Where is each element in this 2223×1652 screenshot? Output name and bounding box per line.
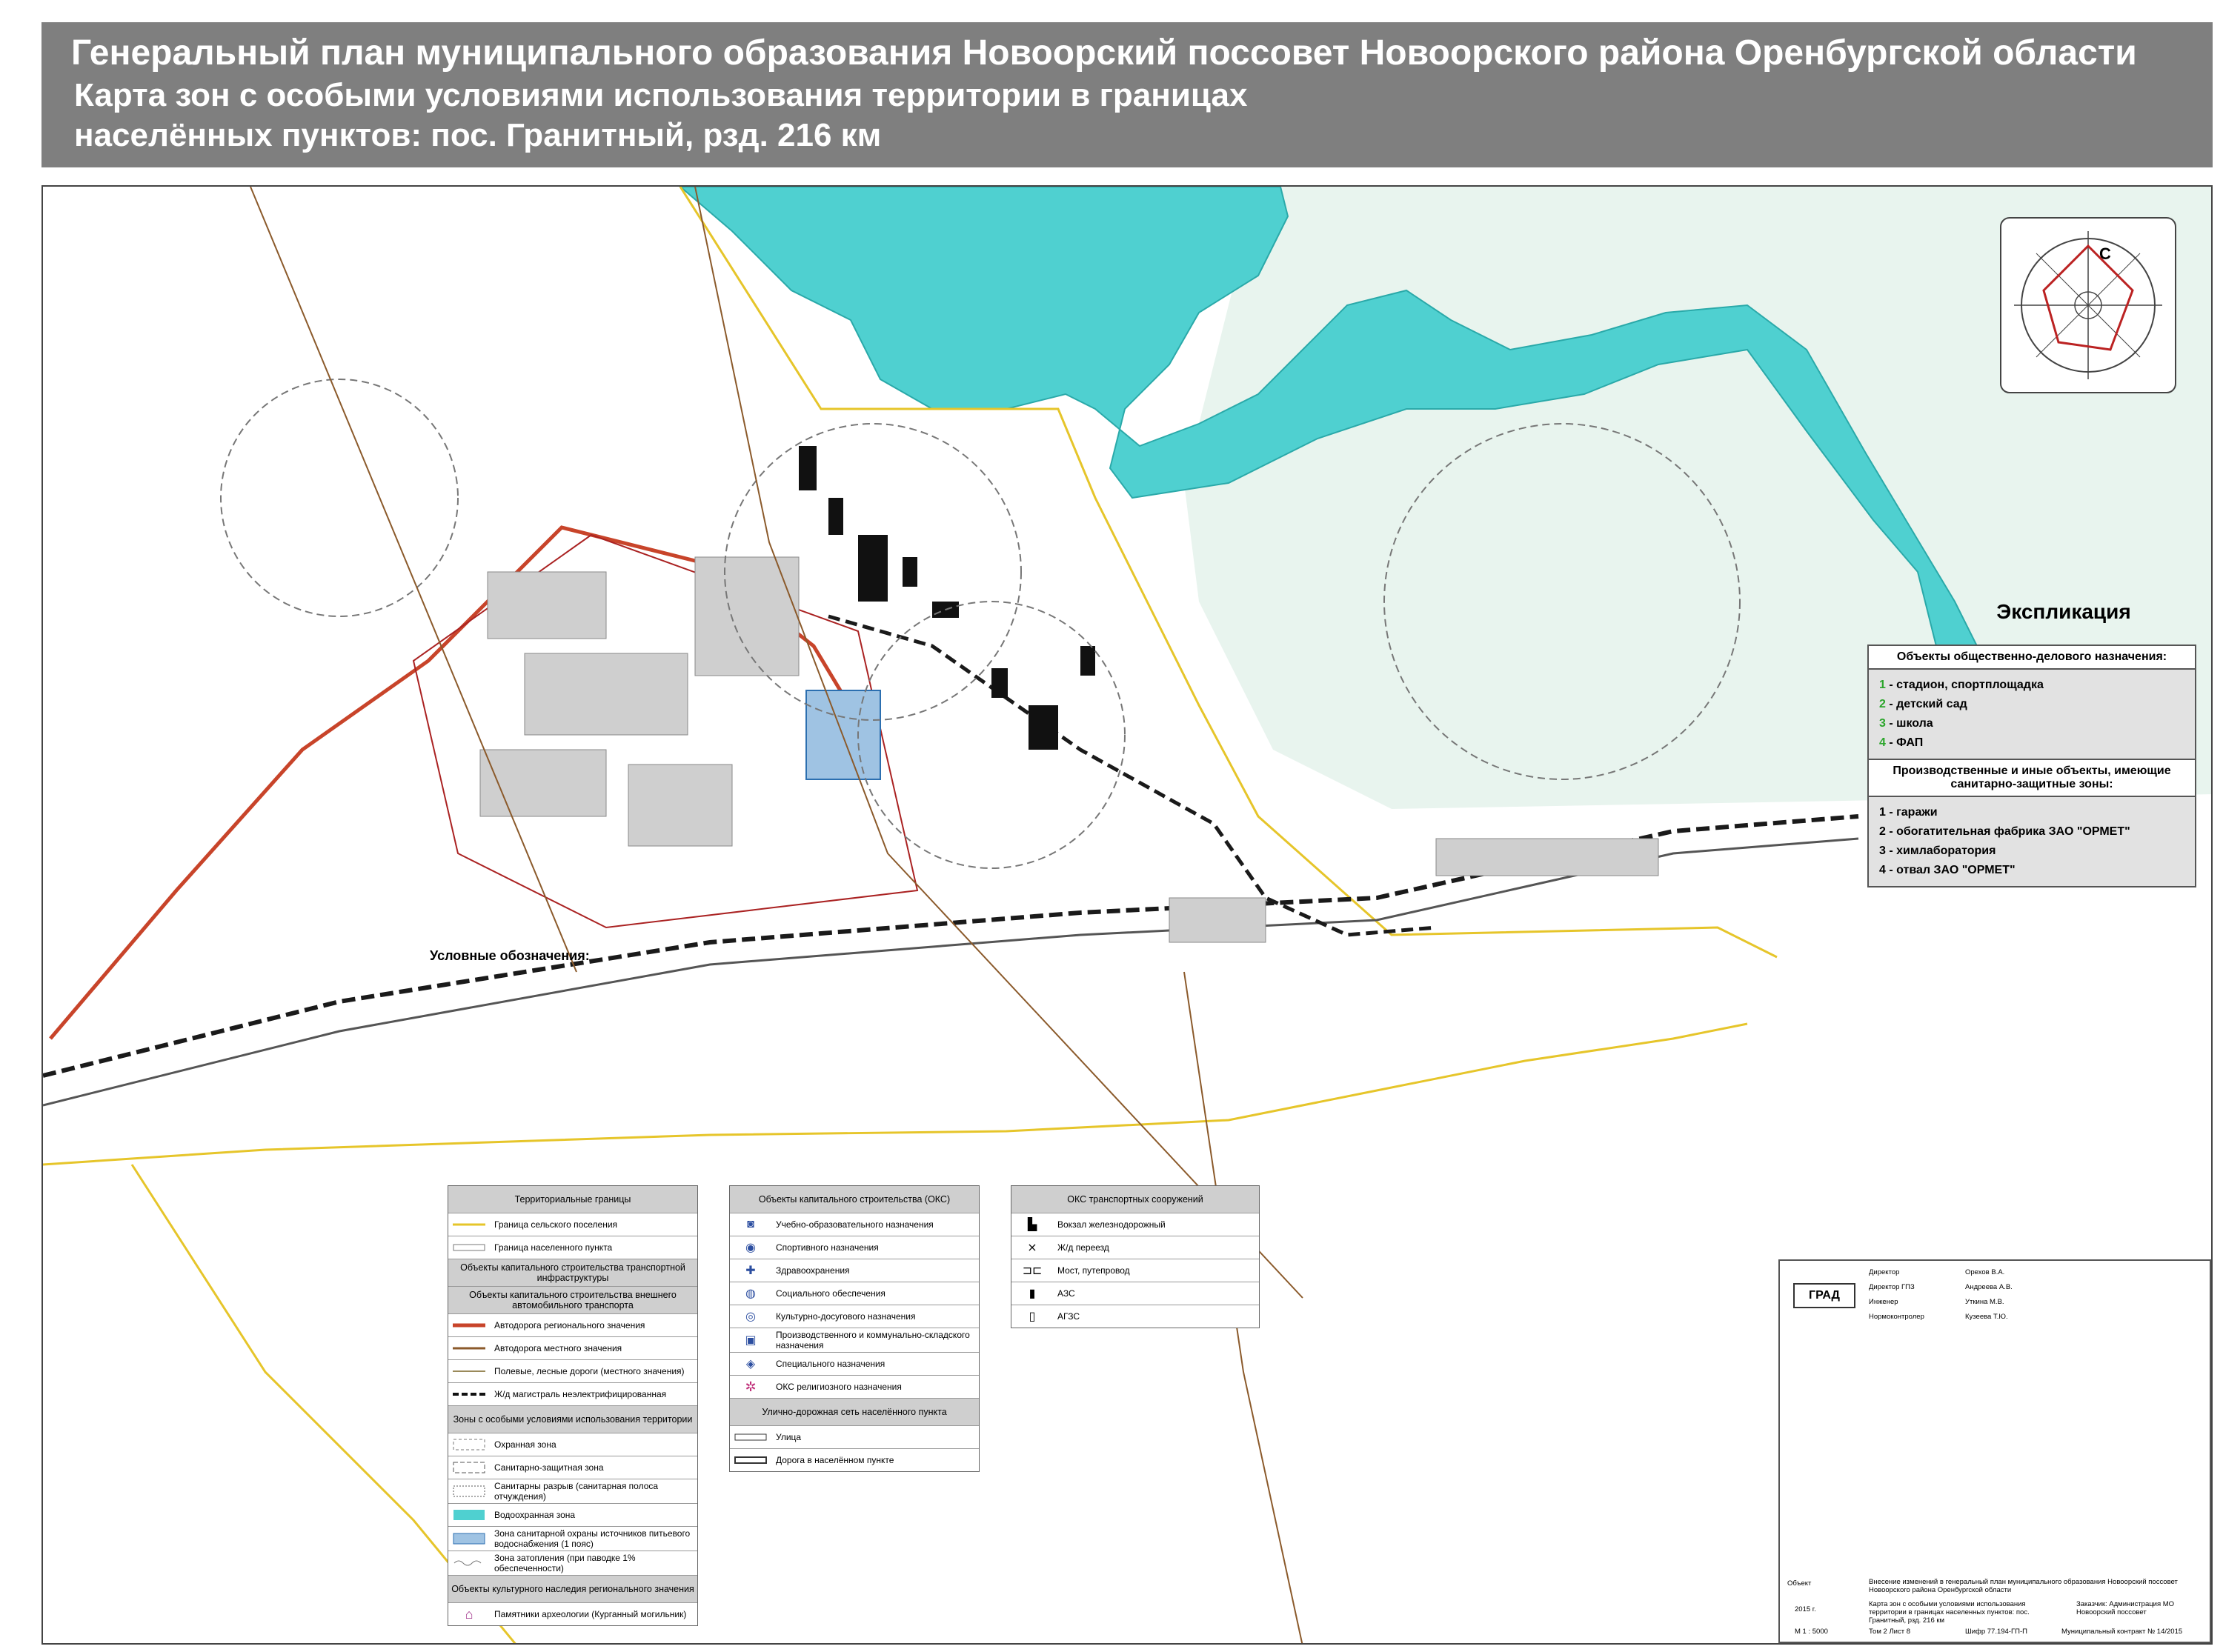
education-icon: ◙ bbox=[747, 1218, 754, 1230]
legend-row-station: ▙ Вокзал железнодорожный bbox=[1011, 1213, 1259, 1236]
legend-head: Объекты культурного наследия регионального значения bbox=[448, 1575, 697, 1602]
explication-group1-item: 2 - детский сад bbox=[1879, 698, 1967, 710]
industrial-icon: ▣ bbox=[745, 1334, 757, 1347]
legend-row-locality-border: Граница населенного пункта bbox=[448, 1236, 697, 1259]
legend-row-lpg-station: ▯ АГЗС bbox=[1011, 1305, 1259, 1328]
bridge-icon: ⊐⊏ bbox=[1022, 1265, 1043, 1277]
settlement-border-south bbox=[43, 1024, 1747, 1165]
religious-icon: ✲ bbox=[745, 1379, 757, 1394]
legend-head: ОКС транспортных сооружений bbox=[1011, 1186, 1259, 1213]
explication-group2-list bbox=[1869, 797, 2195, 886]
legend-row-field-road: Полевые, лесные дороги (местного значения) bbox=[448, 1359, 697, 1382]
explication-group2-item: 2 - обогатительная фабрика ЗАО "ОРМЕТ" bbox=[1879, 825, 2130, 838]
social-icon: ◍ bbox=[745, 1288, 756, 1300]
legend-row-industrial: ▣ Производственного и коммунально-складского назначения bbox=[730, 1328, 979, 1352]
explication-group1-item: 1 - стадион, спортплощадка bbox=[1879, 679, 2044, 691]
culture-icon: ◎ bbox=[745, 1310, 756, 1323]
special-icon: ◈ bbox=[745, 1358, 756, 1370]
gas-station-icon: ▮ bbox=[1029, 1288, 1036, 1300]
stamp-year: 2015 г. bbox=[1795, 1605, 1816, 1613]
stamp-name: Кузеева Т.Ю. bbox=[1965, 1313, 2008, 1321]
legend-row-water-zone: Водоохранная зона bbox=[448, 1503, 697, 1526]
stamp-customer: Заказчик: Администрация МО Новоорский поссовет bbox=[2076, 1600, 2175, 1616]
stamp-name: Уткина М.В. bbox=[1965, 1298, 2004, 1306]
compass-north-label: С bbox=[2099, 244, 2111, 263]
stamp-volume: Том 2 Лист 8 bbox=[1869, 1628, 1911, 1636]
legend-row-sanitary-gap: Санитарны разрыв (санитарная полоса отчуждения) bbox=[448, 1479, 697, 1503]
legend-column-3 bbox=[1011, 1185, 1260, 1328]
health-icon: ✚ bbox=[745, 1265, 756, 1277]
explication-group1-list bbox=[1869, 670, 2195, 759]
company-logo: ГРАД bbox=[1793, 1283, 1855, 1308]
legend-row-social: ◍ Социального обеспечения bbox=[730, 1282, 979, 1305]
title-banner bbox=[41, 22, 2213, 167]
stamp-role: Директор ГПЗ bbox=[1869, 1283, 1915, 1291]
rail-crossing-icon: ⨯ bbox=[1027, 1242, 1037, 1254]
stamp-name: Андреева А.В. bbox=[1965, 1283, 2013, 1291]
title-line-1: Генеральный план муниципального образования Новоорский поссовет Новоорского района Оренбургской области bbox=[71, 33, 2137, 73]
title-block bbox=[1778, 1259, 2211, 1643]
legend-row-culture: ◎ Культурно-досугового назначения bbox=[730, 1305, 979, 1328]
stamp-contract: Муниципальный контракт № 14/2015 bbox=[2061, 1628, 2183, 1636]
explication-title: Экспликация bbox=[1996, 600, 2131, 623]
stamp-scale: М 1 : 5000 bbox=[1795, 1628, 1828, 1636]
legend-row-crossing: ⨯ Ж/д переезд bbox=[1011, 1236, 1259, 1259]
legend-row-archaeology: ⌂ Памятники археологии (Курганный могильник) bbox=[448, 1602, 697, 1625]
lpg-station-icon: ▯ bbox=[1029, 1310, 1036, 1323]
legend-row-sanitary-zone: Санитарно-защитная зона bbox=[448, 1456, 697, 1479]
stamp-name: Орехов В.А. bbox=[1965, 1268, 2005, 1276]
explication-group2-item: 1 - гаражи bbox=[1879, 806, 1938, 819]
legend-row-protected-zone: Охранная зона bbox=[448, 1433, 697, 1456]
explication-group1-item: 4 - ФАП bbox=[1879, 736, 1924, 749]
explication-group2-item: 4 - отвал ЗАО "ОРМЕТ" bbox=[1879, 864, 2016, 876]
legend-row-religious: ✲ ОКС религиозного назначения bbox=[730, 1375, 979, 1398]
legend-head: Объекты капитального строительства транспортной инфраструктуры bbox=[448, 1259, 697, 1286]
explication-group2-item: 3 - химлаборатория bbox=[1879, 845, 1996, 857]
archaeology-icon: ⌂ bbox=[465, 1606, 473, 1622]
legend-row-flood-zone: Зона затопления (при паводке 1% обеспеченности) bbox=[448, 1551, 697, 1575]
legend-head: Улично-дорожная сеть населённого пункта bbox=[730, 1398, 979, 1425]
legend-head: Объекты капитального строительства (ОКС) bbox=[730, 1186, 979, 1213]
legend-row-bridge: ⊐⊏ Мост, путепровод bbox=[1011, 1259, 1259, 1282]
stamp-role: Нормоконтролер bbox=[1869, 1313, 1924, 1321]
legend-row-education: ◙ Учебно-образовательного назначения bbox=[730, 1213, 979, 1236]
legend-row-sport: ◉ Спортивного назначения bbox=[730, 1236, 979, 1259]
stamp-role: Директор bbox=[1869, 1268, 1900, 1276]
stamp-object-text: Внесение изменений в генеральный план муниципального образования Новоорский поссовет Новоорского района Оренбургской области bbox=[1869, 1578, 2178, 1594]
explication-group2-title: Производственные и иные объекты, имеющие санитарно-защитные зоны: bbox=[1869, 759, 2195, 797]
legend-row-health: ✚ Здравоохранения bbox=[730, 1259, 979, 1282]
explication-group1-item: 3 - школа bbox=[1879, 717, 1933, 730]
legend-title: Условные обозначения: bbox=[430, 948, 590, 963]
stamp-role: Инженер bbox=[1869, 1298, 1898, 1306]
legend-row-railway: Ж/д магистраль неэлектрифицированная bbox=[448, 1382, 697, 1405]
legend-head: Объекты капитального строительства внешнего автомобильного транспорта bbox=[448, 1286, 697, 1313]
legend-row-regional-road: Автодорога регионального значения bbox=[448, 1313, 697, 1336]
stamp-cipher: Шифр 77.194-ГП-П bbox=[1965, 1628, 2027, 1636]
legend-row-settlement-border: Граница сельского поселения bbox=[448, 1213, 697, 1236]
legend-row-local-street: Дорога в населённом пункте bbox=[730, 1448, 979, 1471]
legend-head: Зоны с особыми условиями использования территории bbox=[448, 1405, 697, 1433]
stamp-sheet-text: Карта зон с особыми условиями использования территории в границах населенных пунктов: пос. Гранитный, рзд. 216 км bbox=[1869, 1600, 2030, 1625]
title-line-3: населённых пунктов: пос. Гранитный, рзд. 216 км bbox=[74, 117, 882, 153]
compass-rose bbox=[1999, 216, 2177, 394]
sport-icon: ◉ bbox=[745, 1242, 756, 1254]
explication-group1-title: Объекты общественно-делового назначения: bbox=[1869, 646, 2195, 670]
legend-row-local-road: Автодорога местного значения bbox=[448, 1336, 697, 1359]
railway-main-2 bbox=[43, 839, 1858, 1105]
legend-head: Территориальные границы bbox=[448, 1186, 697, 1213]
legend-column-2 bbox=[729, 1185, 980, 1472]
explication-panel bbox=[1867, 645, 2196, 887]
legend-row-gas-station: ▮ АЗС bbox=[1011, 1282, 1259, 1305]
train-station-icon: ▙ bbox=[1027, 1219, 1037, 1231]
stamp-object-label: Объект bbox=[1787, 1579, 1812, 1588]
legend-column-1 bbox=[448, 1185, 698, 1626]
legend-row-water-source-zone: Зона санитарной охраны источников питьевого водоснабжения (1 пояс) bbox=[448, 1526, 697, 1551]
title-line-2: Карта зон с особыми условиями использования территории в границах bbox=[74, 77, 1248, 113]
legend-row-special: ◈ Специального назначения bbox=[730, 1352, 979, 1375]
legend-row-street: Улица bbox=[730, 1425, 979, 1448]
